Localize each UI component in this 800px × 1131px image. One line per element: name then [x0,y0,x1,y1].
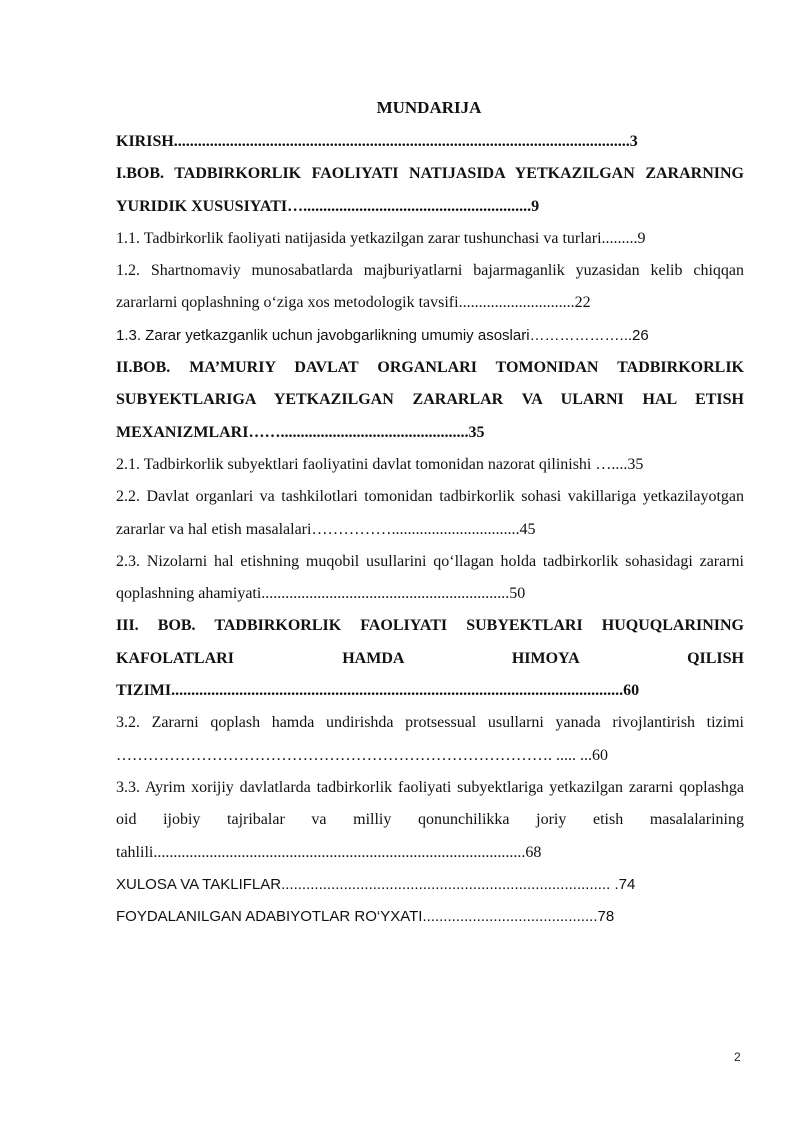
toc-entry-section-2-1[interactable]: 2.1. Tadbirkorlik subyektlari faoliyatini davlat tomonidan nazorat qilinishi …....35 [116,455,644,473]
toc-entry-section-3-3[interactable]: 3.3. Ayrim xorijiy davlatlarda tadbirkorlik faoliyati subyektlariga yetkazilgan zararni qoplashga oid ijobiy tajribalar va milliy qonunchilikka joriy etish masalalarining tahlili.............................................................................................68 [116,778,744,861]
toc-entry-section-2-3[interactable]: 2.3. Nizolarni hal etishning muqobil usullarini qo‘llagan holda tadbirkorlik sohasidagi zararni qoplashning ahamiyati..............................................................50 [116,552,744,603]
toc-entry-section-2-2[interactable]: 2.2. Davlat organlari va tashkilotlari tomonidan tadbirkorlik sohasi vakillariga yetkazilayotgan zararlar va hal etish masalalari……………................................45 [116,488,744,538]
toc-entry-chapter-2[interactable]: II.BOB. MA’MURIY DAVLAT ORGANLARI TOMONIDAN TADBIRKORLIK SUBYEKTLARIGA YETKAZILGAN ZARARLAR VA ULARNI HAL ETISH MEXANIZMLARI……...............................................35 [116,359,744,441]
toc-entry-chapter-3[interactable]: III. BOB. TADBIRKORLIK FAOLIYATI SUBYEKTLARI HUQUQLARINING KAFOLATLARI HAMDA HIMOYA QILISH TIZIMI.................................................................................................................60 [116,617,744,700]
toc-entry-section-1-3[interactable]: 1.3. Zarar yetkazganlik uchun javobgarlikning umumiy asoslari………………...26 [116,326,649,344]
toc-entry-chapter-1[interactable]: I.BOB. TADBIRKORLIK FAOLIYATI NATIJASIDA YETKAZILGAN ZARARNING YURIDIK XUSUSIYATI….........................................................9 [116,165,744,215]
toc-entry-section-1-1[interactable]: 1.1. Tadbirkorlik faoliyati natijasida yetkazilgan zarar tushunchasi va turlari.........9 [116,229,646,247]
table-of-contents [116,126,744,933]
toc-entry-section-1-2[interactable]: 1.2. Shartnomaviy munosabatlarda majburiyatlarni bajarmaganlik yuzasidan kelib chiqqan zararlarni qoplashning o‘ziga xos metodologik tavsifi.............................22 [116,262,744,312]
page-number: 2 [734,1050,741,1064]
toc-entry-conclusions[interactable]: XULOSA VA TAKLIFLAR............................................................................... .74 [116,875,636,893]
toc-entry-references[interactable]: FOYDALANILGAN ADABIYOTLAR RO‘YXATI..........................................78 [116,908,615,926]
toc-entry-section-3-2[interactable]: 3.2. Zararni qoplash hamda undirishda protsessual usullarni yanada rivojlantirish tizimi ………………………………………………………………………. ..... ...60 [116,714,744,764]
toc-entry-introduction[interactable]: KIRISH..................................................................................................................3 [116,133,638,150]
toc-title: MUNDARIJA [376,98,482,117]
